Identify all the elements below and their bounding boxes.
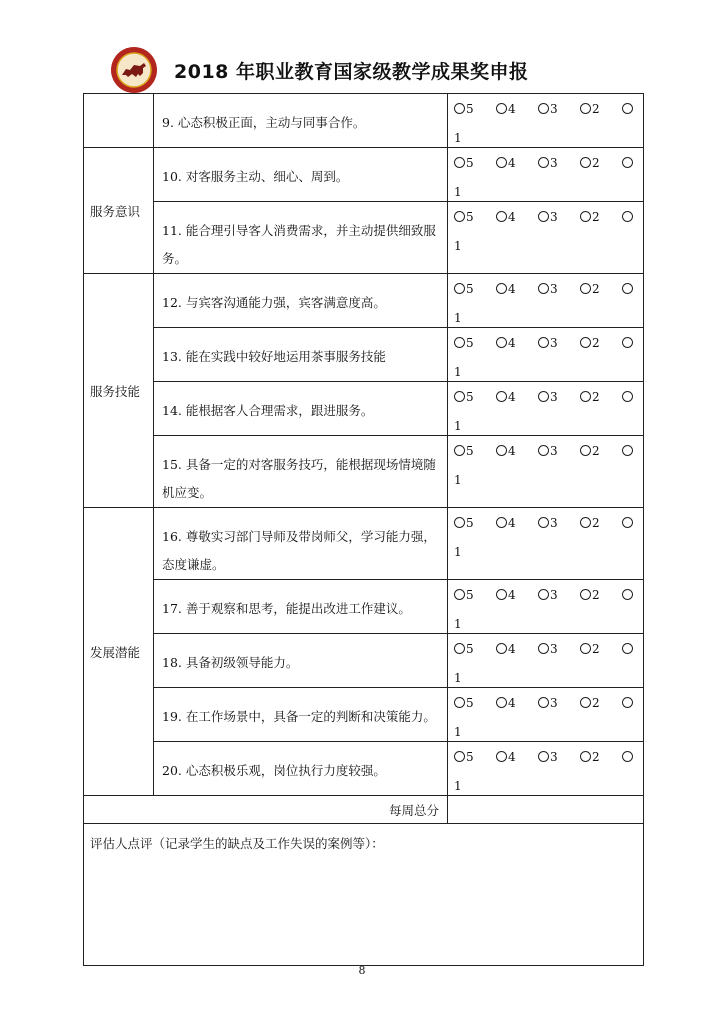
radio-circle-icon[interactable]	[622, 157, 633, 168]
rating-option-3[interactable]	[538, 516, 558, 530]
rating-option-label: 1	[454, 779, 462, 793]
rating-options-row	[454, 750, 634, 764]
rating-option-4[interactable]	[496, 588, 516, 602]
rating-option-label: 5	[466, 696, 474, 710]
rating-option-4[interactable]	[496, 444, 516, 458]
rating-option-label: 1	[454, 617, 462, 631]
rating-option-label: 4	[508, 102, 516, 116]
radio-circle-icon[interactable]	[538, 643, 549, 654]
weekly-total-row	[84, 796, 644, 824]
radio-circle-icon[interactable]	[538, 697, 549, 708]
table-row	[84, 202, 644, 274]
rating-option-label: 3	[550, 588, 558, 602]
radio-circle-icon[interactable]	[496, 211, 507, 222]
rating-options-row	[454, 696, 634, 710]
rating-options	[448, 742, 644, 796]
rating-options	[448, 328, 644, 382]
rating-option-2[interactable]	[580, 588, 600, 602]
criterion-text: 17. 善于观察和思考，能提出改进工作建议。	[154, 580, 448, 634]
radio-circle-icon[interactable]	[496, 391, 507, 402]
rating-option-label: 3	[550, 210, 558, 224]
rating-option-2[interactable]	[580, 516, 600, 530]
rating-options-row	[454, 444, 634, 458]
radio-circle-icon[interactable]	[454, 211, 465, 222]
radio-circle-icon[interactable]	[580, 103, 591, 114]
rating-option-label: 4	[508, 642, 516, 656]
rating-option-4[interactable]	[496, 102, 516, 116]
radio-circle-icon[interactable]	[496, 697, 507, 708]
rating-option-label: 5	[466, 390, 474, 404]
radio-circle-icon[interactable]	[580, 643, 591, 654]
rating-options-row	[454, 588, 634, 602]
rating-option-label: 2	[592, 642, 600, 656]
rating-option-label: 4	[508, 516, 516, 530]
rating-option-1[interactable]	[622, 696, 634, 710]
criterion-text: 20. 心态积极乐观，岗位执行力度较强。	[154, 742, 448, 796]
radio-circle-icon[interactable]	[454, 517, 465, 528]
rating-option-label: 1	[454, 185, 462, 199]
radio-circle-icon[interactable]	[580, 697, 591, 708]
rating-option-4[interactable]	[496, 750, 516, 764]
rating-option-1[interactable]	[622, 588, 634, 602]
rating-option-2[interactable]	[580, 282, 600, 296]
rating-option-label: 3	[550, 516, 558, 530]
rating-option-label: 2	[592, 102, 600, 116]
rating-option-4[interactable]	[496, 336, 516, 350]
rating-option-2[interactable]	[580, 210, 600, 224]
rating-option-5[interactable]	[454, 642, 474, 656]
evaluation-table	[83, 93, 644, 966]
rating-option-label: 2	[592, 750, 600, 764]
rating-option-3[interactable]	[538, 390, 558, 404]
rating-option-1[interactable]	[622, 516, 634, 530]
rating-option-5[interactable]	[454, 390, 474, 404]
rating-option-label: 2	[592, 336, 600, 350]
rating-option-3[interactable]	[538, 282, 558, 296]
rating-option-4[interactable]	[496, 642, 516, 656]
rating-option-label: 5	[466, 282, 474, 296]
rating-options-row	[454, 156, 634, 170]
table-row	[84, 742, 644, 796]
rating-option-5[interactable]	[454, 750, 474, 764]
weekly-total-label: 每周总分	[84, 796, 448, 824]
rating-option-2[interactable]	[580, 642, 600, 656]
radio-circle-icon[interactable]	[496, 283, 507, 294]
radio-circle-icon[interactable]	[454, 643, 465, 654]
table-row	[84, 328, 644, 382]
rating-option-1[interactable]	[622, 390, 634, 404]
rating-option-label: 4	[508, 156, 516, 170]
rating-option-4[interactable]	[496, 282, 516, 296]
rating-option-5[interactable]	[454, 210, 474, 224]
rating-option-1[interactable]	[622, 336, 634, 350]
rating-option-label: 2	[592, 390, 600, 404]
page-number: 8	[358, 964, 366, 977]
criterion-text: 10. 对客服务主动、细心、周到。	[154, 148, 448, 202]
rating-option-1[interactable]	[622, 642, 634, 656]
radio-circle-icon[interactable]	[580, 283, 591, 294]
rating-options-row	[454, 642, 634, 656]
criterion-text: 11. 能合理引导客人消费需求，并主动提供细致服务。	[154, 202, 448, 274]
rating-option-label: 5	[466, 336, 474, 350]
rating-options-row	[454, 102, 634, 116]
rating-options-row	[454, 282, 634, 296]
radio-circle-icon[interactable]	[454, 391, 465, 402]
rating-option-label: 4	[508, 696, 516, 710]
rating-option-1[interactable]	[622, 282, 634, 296]
radio-circle-icon[interactable]	[580, 211, 591, 222]
table-row	[84, 94, 644, 148]
rating-option-label: 2	[592, 696, 600, 710]
radio-circle-icon[interactable]	[538, 751, 549, 762]
rating-option-label: 4	[508, 336, 516, 350]
radio-circle-icon[interactable]	[496, 589, 507, 600]
rating-option-label: 5	[466, 156, 474, 170]
rating-options	[448, 688, 644, 742]
criterion-text: 12. 与宾客沟通能力强，宾客满意度高。	[154, 274, 448, 328]
radio-circle-icon[interactable]	[538, 589, 549, 600]
rating-option-1[interactable]	[622, 444, 634, 458]
rating-option-4[interactable]	[496, 696, 516, 710]
criterion-text: 15. 具备一定的对客服务技巧，能根据现场情境随机应变。	[154, 436, 448, 508]
rating-option-label: 4	[508, 210, 516, 224]
rating-options-row	[454, 336, 634, 350]
table-row	[84, 508, 644, 580]
table-row	[84, 634, 644, 688]
rating-option-label: 1	[454, 311, 462, 325]
table-row	[84, 274, 644, 328]
rating-option-2[interactable]	[580, 156, 600, 170]
category-cell: 服务技能	[84, 274, 154, 508]
radio-circle-icon[interactable]	[622, 211, 633, 222]
rating-option-3[interactable]	[538, 210, 558, 224]
radio-circle-icon[interactable]	[496, 445, 507, 456]
radio-circle-icon[interactable]	[622, 589, 633, 600]
rating-options	[448, 508, 644, 580]
rating-option-label: 2	[592, 210, 600, 224]
radio-circle-icon[interactable]	[580, 337, 591, 348]
radio-circle-icon[interactable]	[538, 211, 549, 222]
rating-option-2[interactable]	[580, 444, 600, 458]
radio-circle-icon[interactable]	[580, 589, 591, 600]
rating-options	[448, 274, 644, 328]
radio-circle-icon[interactable]	[454, 103, 465, 114]
rating-option-3[interactable]	[538, 696, 558, 710]
rating-option-3[interactable]	[538, 642, 558, 656]
rating-option-2[interactable]	[580, 336, 600, 350]
rating-option-label: 4	[508, 444, 516, 458]
rating-option-label: 3	[550, 750, 558, 764]
rating-options	[448, 580, 644, 634]
radio-circle-icon[interactable]	[496, 751, 507, 762]
rating-option-label: 1	[454, 725, 462, 739]
radio-circle-icon[interactable]	[454, 589, 465, 600]
rating-option-2[interactable]	[580, 696, 600, 710]
radio-circle-icon[interactable]	[454, 157, 465, 168]
radio-circle-icon[interactable]	[622, 391, 633, 402]
rating-option-label: 3	[550, 642, 558, 656]
radio-circle-icon[interactable]	[622, 337, 633, 348]
table-row	[84, 580, 644, 634]
rating-option-label: 2	[592, 156, 600, 170]
radio-circle-icon[interactable]	[622, 517, 633, 528]
radio-circle-icon[interactable]	[622, 283, 633, 294]
table-row	[84, 382, 644, 436]
rating-option-3[interactable]	[538, 156, 558, 170]
rating-options	[448, 382, 644, 436]
rating-option-3[interactable]	[538, 588, 558, 602]
table-row	[84, 688, 644, 742]
rating-option-label: 1	[454, 239, 462, 253]
radio-circle-icon[interactable]	[580, 157, 591, 168]
radio-circle-icon[interactable]	[580, 445, 591, 456]
rating-option-label: 5	[466, 516, 474, 530]
radio-circle-icon[interactable]	[580, 517, 591, 528]
rating-option-2[interactable]	[580, 390, 600, 404]
page-title: 2018 年职业教育国家级教学成果奖申报	[174, 61, 529, 83]
rating-option-5[interactable]	[454, 336, 474, 350]
radio-circle-icon[interactable]	[538, 283, 549, 294]
radio-circle-icon[interactable]	[496, 103, 507, 114]
criterion-text: 18. 具备初级领导能力。	[154, 634, 448, 688]
rating-options	[448, 148, 644, 202]
rating-option-label: 3	[550, 390, 558, 404]
rating-option-label: 1	[454, 419, 462, 433]
radio-circle-icon[interactable]	[538, 103, 549, 114]
radio-circle-icon[interactable]	[538, 445, 549, 456]
category-cell: 发展潜能	[84, 508, 154, 796]
rating-options	[448, 94, 644, 148]
rating-option-4[interactable]	[496, 516, 516, 530]
rating-option-5[interactable]	[454, 516, 474, 530]
rating-option-3[interactable]	[538, 102, 558, 116]
radio-circle-icon[interactable]	[496, 157, 507, 168]
rating-option-label: 4	[508, 750, 516, 764]
rating-option-3[interactable]	[538, 336, 558, 350]
rating-options	[448, 436, 644, 508]
rating-option-5[interactable]	[454, 282, 474, 296]
school-emblem-icon	[110, 46, 158, 94]
rating-option-2[interactable]	[580, 750, 600, 764]
rating-option-label: 5	[466, 642, 474, 656]
radio-circle-icon[interactable]	[454, 445, 465, 456]
rating-option-3[interactable]	[538, 444, 558, 458]
rating-option-label: 4	[508, 390, 516, 404]
radio-circle-icon[interactable]	[496, 337, 507, 348]
rating-option-4[interactable]	[496, 210, 516, 224]
table-row	[84, 436, 644, 508]
criterion-text: 9. 心态积极正面，主动与同事合作。	[154, 94, 448, 148]
rating-option-5[interactable]	[454, 696, 474, 710]
rating-option-label: 2	[592, 588, 600, 602]
rating-option-1[interactable]	[622, 750, 634, 764]
rating-option-5[interactable]	[454, 444, 474, 458]
comment-field[interactable]	[84, 824, 644, 966]
rating-option-2[interactable]	[580, 102, 600, 116]
radio-circle-icon[interactable]	[454, 283, 465, 294]
rating-option-label: 1	[454, 545, 462, 559]
rating-option-label: 5	[466, 750, 474, 764]
rating-option-5[interactable]	[454, 588, 474, 602]
radio-circle-icon[interactable]	[622, 445, 633, 456]
rating-option-label: 2	[592, 444, 600, 458]
rating-option-label: 3	[550, 282, 558, 296]
rating-option-label: 4	[508, 282, 516, 296]
rating-options-row	[454, 390, 634, 404]
radio-circle-icon[interactable]	[622, 697, 633, 708]
rating-option-label: 3	[550, 102, 558, 116]
page-header	[110, 46, 630, 96]
weekly-total-value[interactable]	[448, 796, 644, 824]
rating-option-label: 5	[466, 444, 474, 458]
rating-option-1[interactable]	[622, 210, 634, 224]
criterion-text: 13. 能在实践中较好地运用茶事服务技能	[154, 328, 448, 382]
rating-option-label: 3	[550, 336, 558, 350]
rating-option-5[interactable]	[454, 156, 474, 170]
radio-circle-icon[interactable]	[496, 517, 507, 528]
rating-option-label: 1	[454, 671, 462, 685]
rating-options-row	[454, 210, 634, 224]
radio-circle-icon[interactable]	[622, 643, 633, 654]
rating-option-1[interactable]	[622, 156, 634, 170]
rating-option-label: 3	[550, 696, 558, 710]
rating-options-row	[454, 516, 634, 530]
rating-option-label: 1	[454, 131, 462, 145]
rating-option-4[interactable]	[496, 156, 516, 170]
rating-option-label: 1	[454, 473, 462, 487]
radio-circle-icon[interactable]	[580, 391, 591, 402]
radio-circle-icon[interactable]	[454, 337, 465, 348]
radio-circle-icon[interactable]	[454, 751, 465, 762]
table-row	[84, 148, 644, 202]
criterion-text: 14. 能根据客人合理需求，跟进服务。	[154, 382, 448, 436]
rating-option-1[interactable]	[622, 102, 634, 116]
rating-option-label: 3	[550, 156, 558, 170]
rating-option-label: 5	[466, 588, 474, 602]
rating-option-5[interactable]	[454, 102, 474, 116]
rating-option-label: 1	[454, 365, 462, 379]
rating-option-4[interactable]	[496, 390, 516, 404]
radio-circle-icon[interactable]	[538, 391, 549, 402]
rating-option-3[interactable]	[538, 750, 558, 764]
comment-label: 评估人点评（记录学生的缺点及工作失误的案例等）：	[90, 836, 384, 851]
rating-option-label: 3	[550, 444, 558, 458]
rating-options	[448, 202, 644, 274]
radio-circle-icon[interactable]	[622, 751, 633, 762]
rating-option-label: 5	[466, 102, 474, 116]
rating-option-label: 2	[592, 516, 600, 530]
criterion-text: 19. 在工作场景中，具备一定的判断和决策能力。	[154, 688, 448, 742]
criterion-text: 16. 尊敬实习部门导师及带岗师父，学习能力强，态度谦虚。	[154, 508, 448, 580]
rating-option-label: 4	[508, 588, 516, 602]
radio-circle-icon[interactable]	[538, 337, 549, 348]
radio-circle-icon[interactable]	[538, 517, 549, 528]
category-cell: 服务意识	[84, 148, 154, 274]
radio-circle-icon[interactable]	[622, 103, 633, 114]
rating-option-label: 5	[466, 210, 474, 224]
category-cell	[84, 94, 154, 148]
comment-row	[84, 824, 644, 966]
rating-option-label: 2	[592, 282, 600, 296]
radio-circle-icon[interactable]	[538, 157, 549, 168]
radio-circle-icon[interactable]	[454, 697, 465, 708]
radio-circle-icon[interactable]	[580, 751, 591, 762]
rating-options	[448, 634, 644, 688]
radio-circle-icon[interactable]	[496, 643, 507, 654]
